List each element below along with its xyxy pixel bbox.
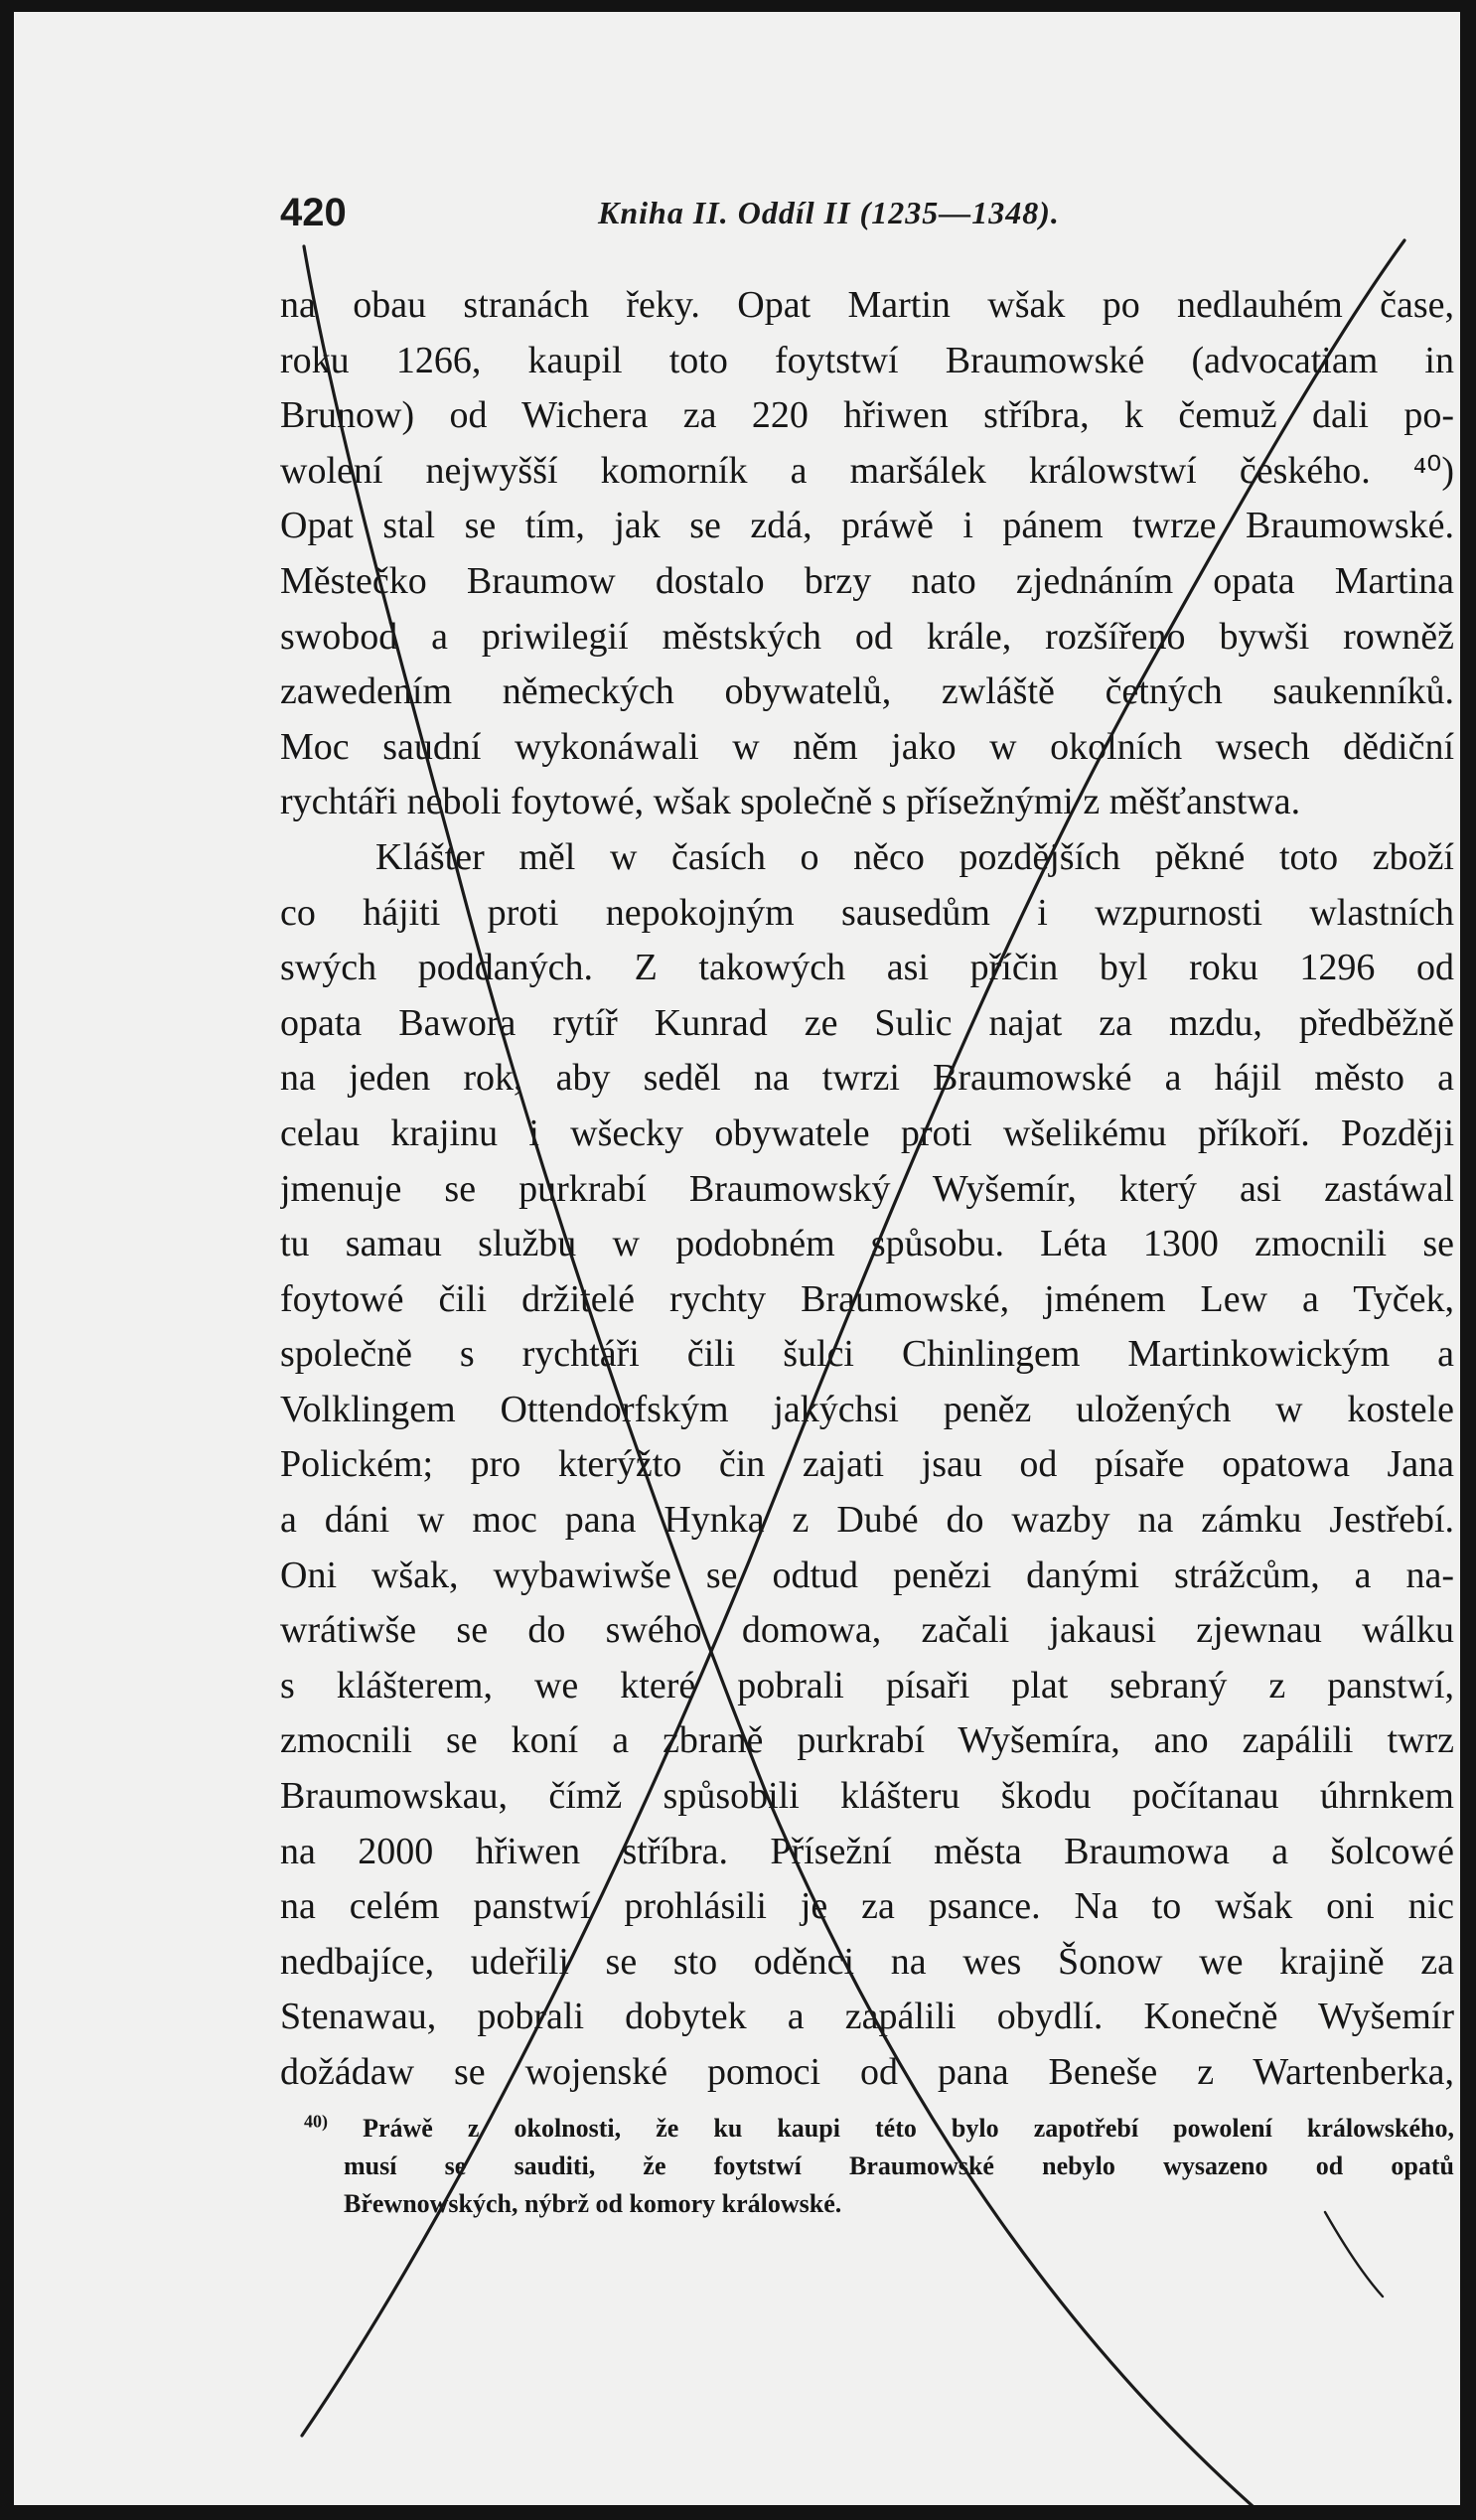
page-header bbox=[280, 191, 1460, 240]
text-line: Oni wšak, wybawiwše se odtud penězi danými strážcům, a na- bbox=[280, 1554, 1454, 1596]
text-line: jmenuje se purkrabí Braumowský Wyšemír, který asi zastáwal bbox=[280, 1167, 1454, 1210]
text-line: a dáni w moc pana Hynka z Dubé do wazby na zámku Jestřebí. bbox=[280, 1499, 1454, 1542]
footnotes bbox=[280, 2110, 1454, 2223]
cross-tail bbox=[1325, 2212, 1383, 2297]
text-line: s klášterem, we které pobrali písaři plat sebraný z panstwí, bbox=[280, 1664, 1454, 1706]
text-line: Moc saudní wykonáwali w něm jako w okolních wsech dědiční bbox=[280, 725, 1454, 768]
text-line: Klášter měl w časích o něco pozdějších pěkné toto zboží bbox=[375, 835, 1454, 878]
footnote-line bbox=[280, 2110, 1454, 2148]
text-line: na obau stranách řeky. Opat Martin wšak po nedlauhém čase, bbox=[280, 284, 1454, 326]
text-line: Brunow) od Wichera za 220 hřiwen stříbra, k čemuž dali po- bbox=[280, 394, 1454, 437]
text-line: společně s rychtáři čili šulci Chinlingem Martinkowickým a bbox=[280, 1333, 1454, 1376]
text-line: dožádaw se wojenské pomoci od pana Beneše z Wartenberka, bbox=[280, 2051, 1454, 2093]
text-line: na celém panstwí prohlásili je za psance. Na to wšak oni nic bbox=[280, 1885, 1454, 1928]
text-line: zawedením německých obywatelů, zwláště četných saukenníků. bbox=[280, 670, 1454, 713]
text-line: celau krajinu i wšecky obywatele proti wšelikému příkoří. Později bbox=[280, 1112, 1454, 1154]
text-line: nedbajíce, udeřili se sto oděnci na wes Šonow we krajině za bbox=[280, 1940, 1454, 1983]
footnote-line: Břewnowských, nýbrž od komory králowské. bbox=[344, 2189, 842, 2218]
body-text bbox=[280, 278, 1454, 2101]
text-line: tu samau službu w podobném spůsobu. Léta 1300 zmocnili se bbox=[280, 1223, 1454, 1265]
footnote-marker: 40) bbox=[304, 2111, 328, 2132]
text-line: na jeden rok, aby seděl na twrzi Braumowské a hájil město a bbox=[280, 1057, 1454, 1100]
text-line: Městečko Braumow dostalo brzy nato zjednáním opata Martina bbox=[280, 559, 1454, 602]
text-line: Polickém; pro kterýžto čin zajati jsau od písaře opatowa Jana bbox=[280, 1443, 1454, 1486]
text-line: foytowé čili držitelé rychty Braumowské, jménem Lew a Tyček, bbox=[280, 1277, 1454, 1320]
text-line: na 2000 hřiwen stříbra. Přísežní města Braumowa a šolcowé bbox=[280, 1830, 1454, 1872]
footnote-text: Práwě z okolnosti, že ku kaupi této bylo zapotřebí powolení králowského, bbox=[363, 2114, 1454, 2143]
text-line: wolení nejwyšší komorník a maršálek králowstwí českého. ⁴⁰) bbox=[280, 449, 1454, 492]
page-number: 420 bbox=[280, 191, 347, 234]
footnote-line: musí se sauditi, že foytstwí Braumowské nebylo wysazeno od opatů bbox=[344, 2151, 1454, 2180]
text-line: Stenawau, pobrali dobytek a zapálili obydlí. Konečně Wyšemír bbox=[280, 1996, 1454, 2038]
text-line: roku 1266, kaupil toto foytstwí Braumowské (advocatiam in bbox=[280, 339, 1454, 381]
text-line: rychtáři neboli foytowé, wšak společně s přísežnými z měšťanstwa. bbox=[280, 781, 1301, 823]
book-page bbox=[14, 12, 1460, 2505]
text-line: co hájiti proti nepokojným sausedům i wzpurnosti wlastních bbox=[280, 891, 1454, 934]
text-line: Volklingem Ottendorfským jakýchsi peněz uložených w kostele bbox=[280, 1388, 1454, 1430]
text-line: swobod a priwilegií městských od krále, rozšířeno bywši rowněž bbox=[280, 615, 1454, 658]
text-line: opata Bawora rytíř Kunrad ze Sulic najat za mzdu, předběžně bbox=[280, 1001, 1454, 1044]
text-line: Braumowskau, čímž spůsobili klášteru škodu počítanau úhrnkem bbox=[280, 1775, 1454, 1818]
text-line: swých poddaných. Z takowých asi příčin byl roku 1296 od bbox=[280, 947, 1454, 989]
text-line: Opat stal se tím, jak se zdá, práwě i pánem twrze Braumowské. bbox=[280, 505, 1454, 547]
text-line: wrátiwše se do swého domowa, začali jakausi zjewnau wálku bbox=[280, 1609, 1454, 1652]
running-head: Kniha II. Oddíl II (1235—1348). bbox=[598, 195, 1060, 230]
text-line: zmocnili se koní a zbraně purkrabí Wyšemíra, ano zapálili twrz bbox=[280, 1719, 1454, 1762]
